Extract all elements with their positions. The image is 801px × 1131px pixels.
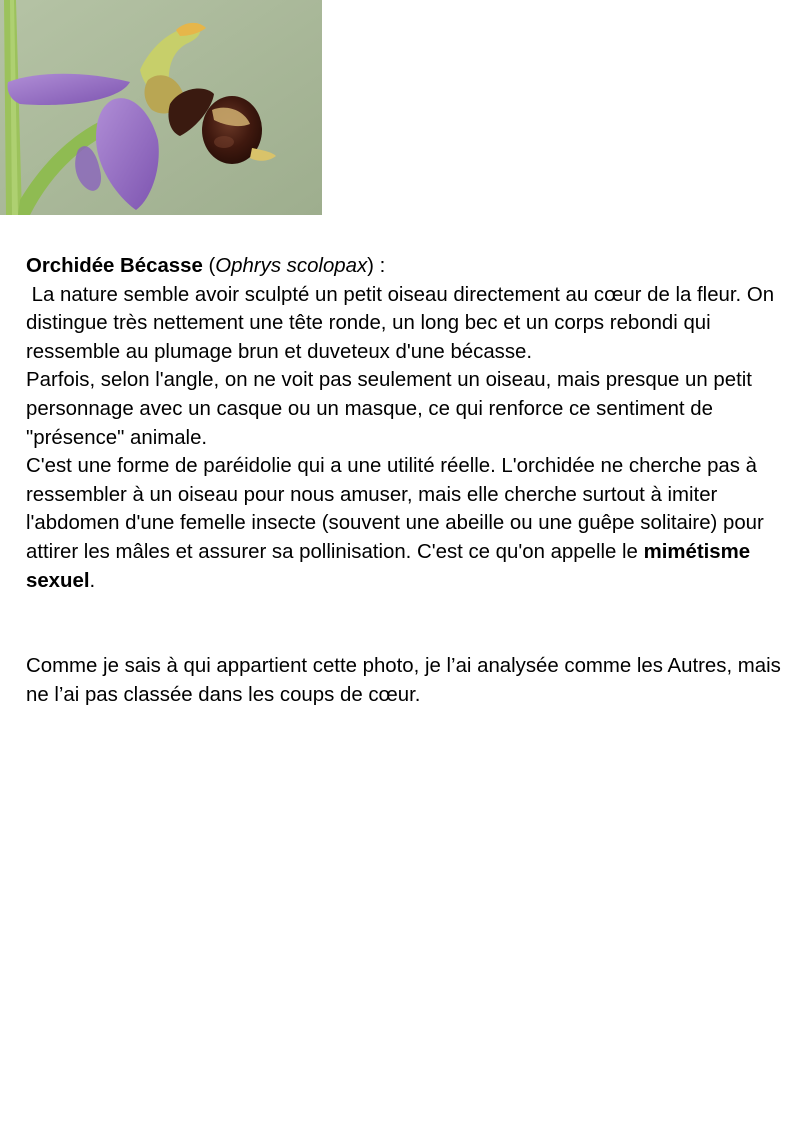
mimetisme-term: mimétisme sexuel	[26, 540, 751, 592]
paragraph-2: Parfois, selon l'angle, on ne voit pas seulement un oiseau, mais presque un petit personnage avec un casque ou un masque, ce qui renforce ce sentiment de "présence" animale.	[26, 369, 752, 449]
article-body	[26, 252, 786, 709]
article-title: Orchidée Bécasse	[26, 255, 203, 277]
paragraph-3-end: .	[89, 569, 96, 592]
paragraph-1: La nature semble avoir sculpté un petit oiseau directement au cœur de la fleur. On distingue très nettement une tête ronde, un long bec et un corps rebondi qui ressemble au plumage brun et duveteux d'une bécasse.	[26, 283, 780, 363]
paragraph-3-text: C'est une forme de paréidolie qui a une utilité réelle. L'orchidée ne cherche pas à ressembler à un oiseau pour nous amuser, mais elle cherche surtout à imiter l'abdomen d'une femelle insecte (souvent une abeille ou une guêpe solitaire) pour attirer les mâles et assurer sa pollinisation. C'est ce qu'on appelle le	[26, 455, 764, 563]
title-close-paren: ) :	[367, 255, 386, 277]
spacer	[26, 595, 786, 652]
title-open-paren: (	[202, 255, 216, 277]
latin-name: Ophrys scolopax	[215, 255, 368, 277]
closing-note: Comme je sais à qui appartient cette photo, je l’ai analysée comme les Autres, mais ne l’ai pas classée dans les coups de cœur.	[26, 655, 781, 706]
orchid-photo	[0, 0, 322, 215]
paragraph-3	[26, 452, 786, 595]
article-title-line	[26, 252, 786, 281]
